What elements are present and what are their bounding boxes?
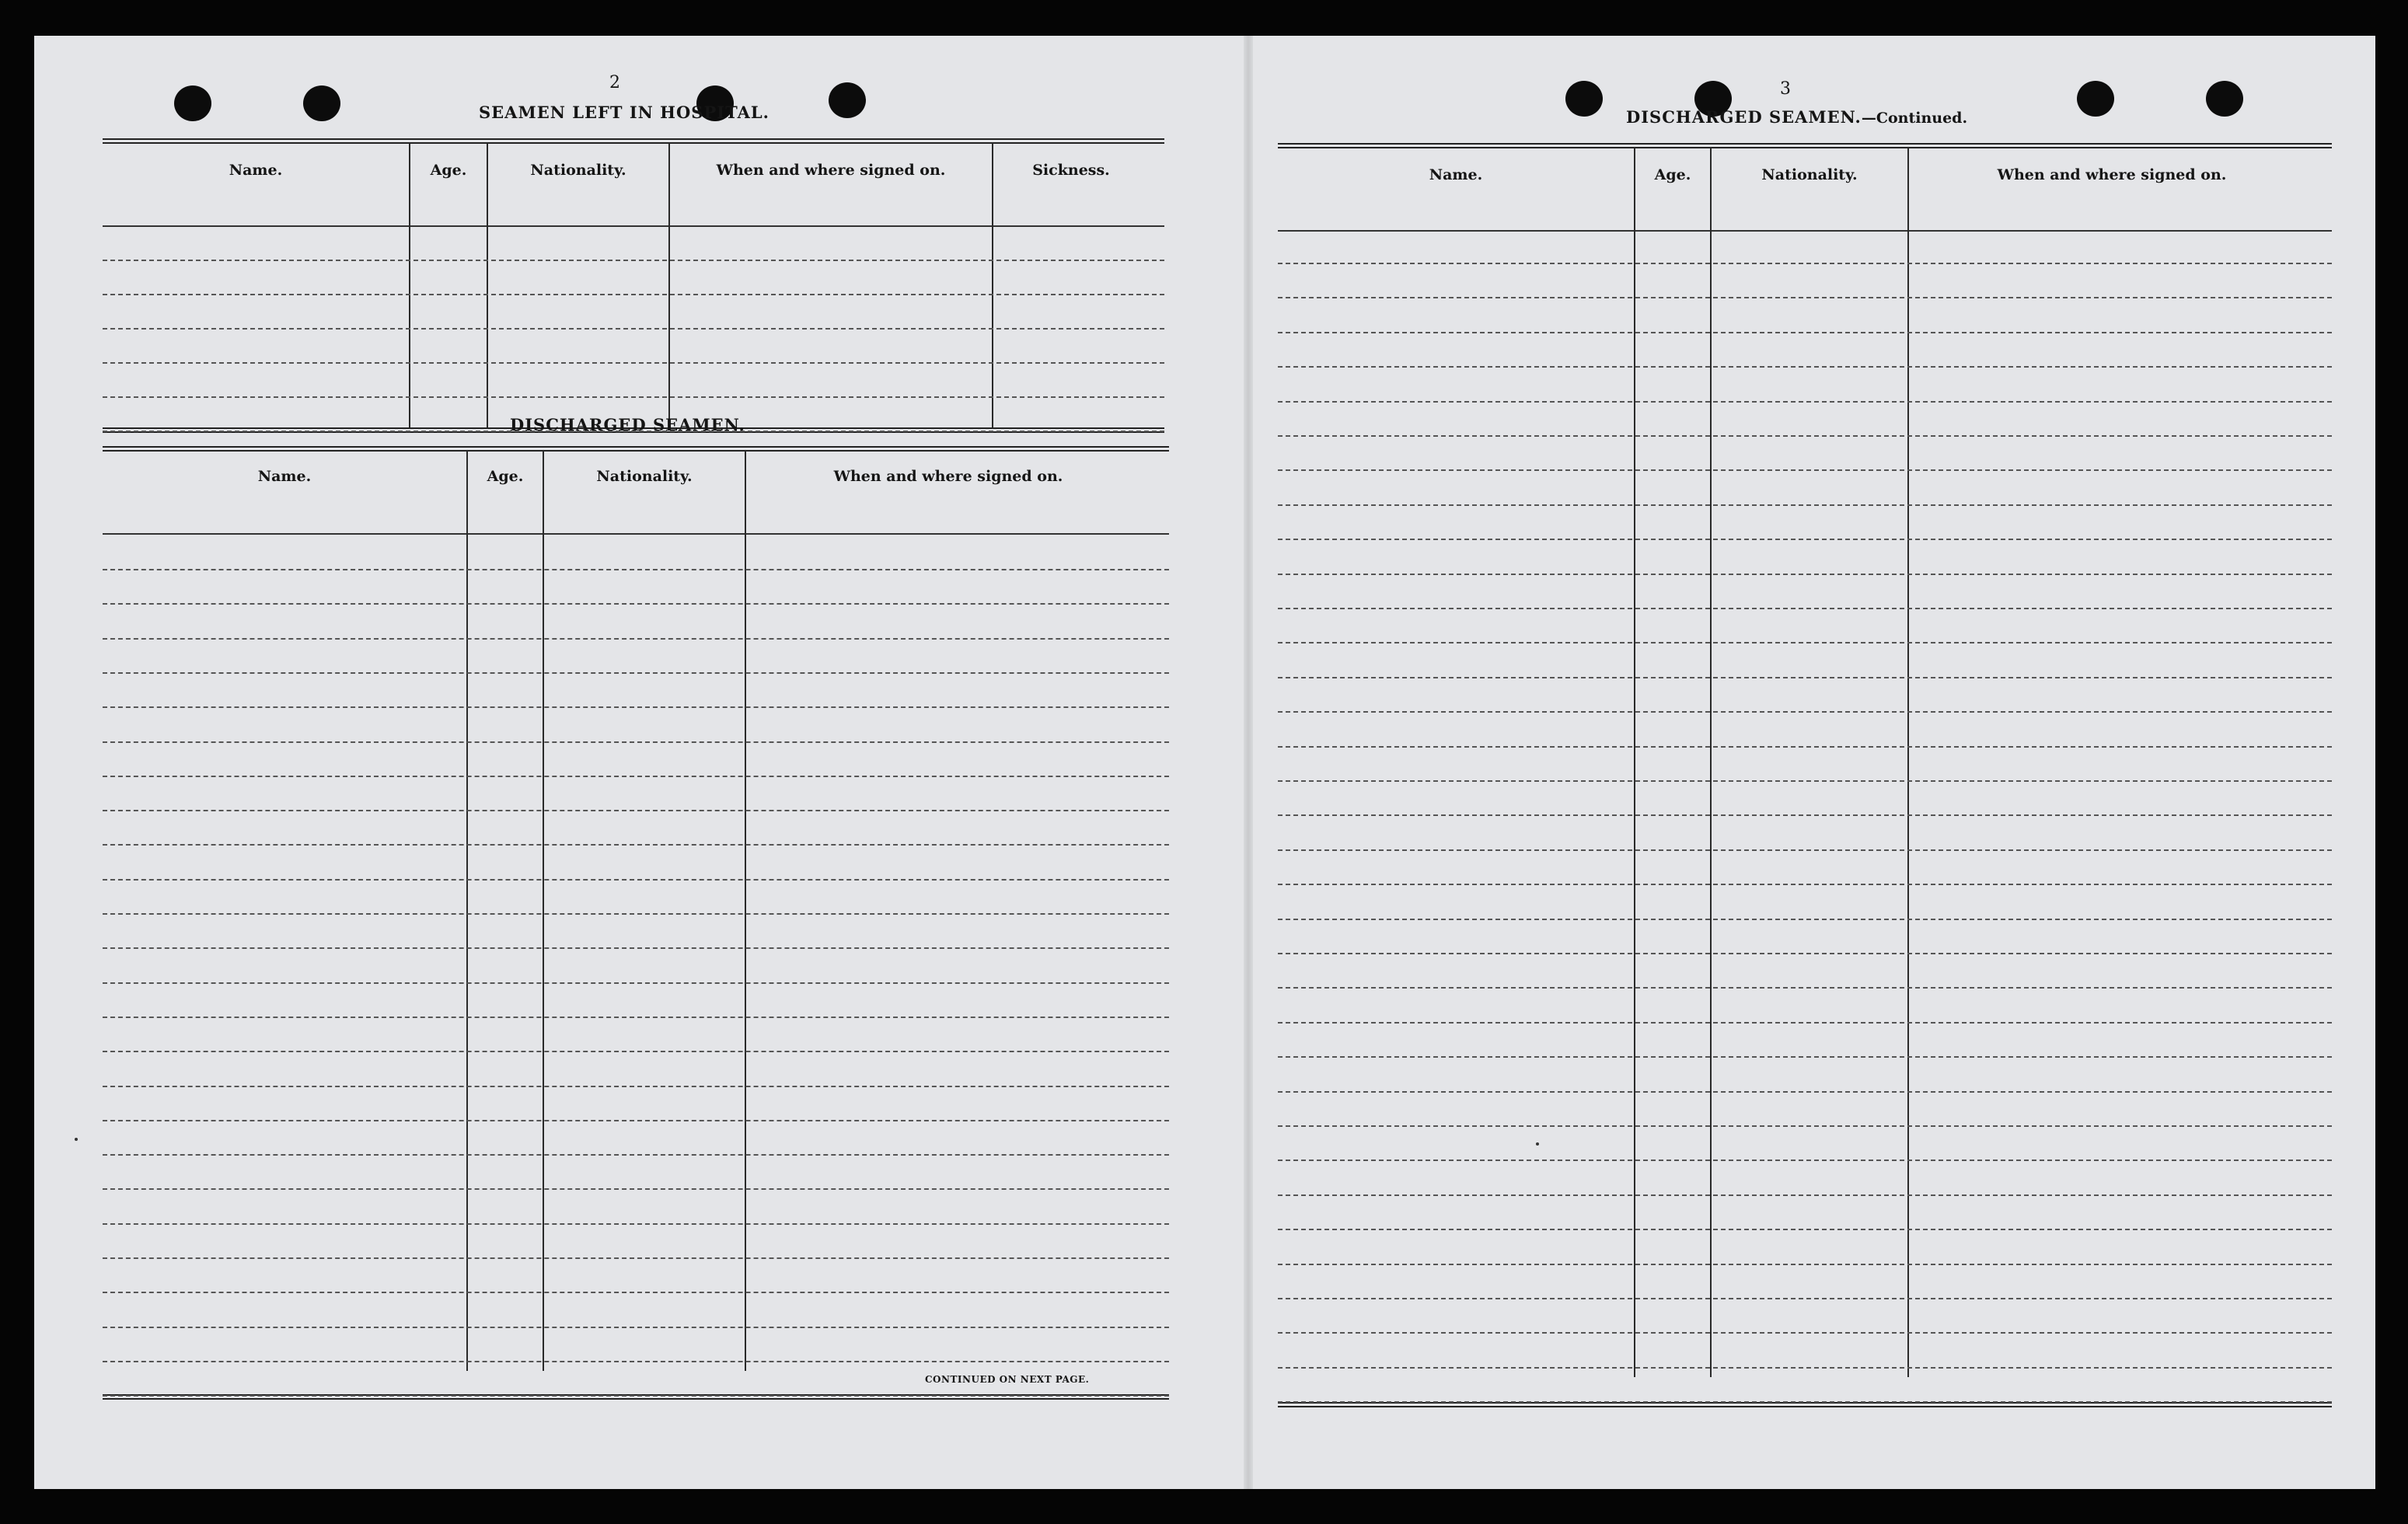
- column-divider: [466, 451, 468, 1371]
- table-row: [103, 776, 1169, 777]
- header-underline: [1278, 230, 2332, 232]
- column-divider: [745, 451, 746, 1371]
- table-row: [103, 328, 1164, 330]
- table-row: [1278, 849, 2332, 851]
- table-row: [103, 260, 1164, 261]
- table-row: [1278, 780, 2332, 782]
- column-header-age: Age.: [487, 468, 524, 485]
- column-header-nationality: Nationality.: [1761, 166, 1858, 183]
- table-row: [1278, 711, 2332, 713]
- table-row: [1278, 263, 2332, 264]
- discharged-section-title: DISCHARGED SEAMEN.: [510, 415, 745, 434]
- table-row: [1278, 539, 2332, 540]
- discharged-continued-title: [1626, 107, 1967, 127]
- table-row: [103, 1120, 1169, 1121]
- table-row: [1278, 814, 2332, 816]
- table-row: [1278, 746, 2332, 748]
- discharged-table: [103, 446, 1169, 1407]
- punch-hole: [829, 82, 866, 118]
- section-title-suffix: —Continued.: [1861, 110, 1968, 127]
- table-row: [103, 879, 1169, 881]
- table-row: [1278, 332, 2332, 333]
- column-divider: [543, 451, 544, 1371]
- table-row: [103, 706, 1169, 708]
- table-row: [103, 603, 1169, 605]
- table-row: [1278, 642, 2332, 643]
- discharged-continued-table: [1278, 143, 2332, 1414]
- table-row: [103, 1327, 1169, 1328]
- speck: [75, 1138, 78, 1141]
- table-row: [1278, 1056, 2332, 1058]
- punch-hole: [2206, 81, 2243, 117]
- table-row: [103, 294, 1164, 295]
- column-header-name: Name.: [257, 468, 312, 485]
- column-header-signed-on: When and where signed on.: [716, 162, 946, 179]
- page-fold: [1244, 36, 1253, 1489]
- table-row: [103, 982, 1169, 984]
- table-row: [103, 1051, 1169, 1052]
- table-row: [1278, 1367, 2332, 1369]
- column-divider: [409, 143, 410, 427]
- table-row: [1278, 435, 2332, 437]
- table-row: [103, 1361, 1169, 1362]
- table-row: [1278, 1194, 2332, 1196]
- table-row: [1278, 1264, 2332, 1265]
- speck: [1536, 1142, 1539, 1146]
- table-row: [1278, 401, 2332, 403]
- table-top-rule: [1278, 143, 2332, 148]
- punch-hole: [174, 85, 211, 121]
- table-row: [103, 1188, 1169, 1190]
- section-title-text: DISCHARGED SEAMEN.: [1626, 107, 1862, 127]
- table-row: [103, 810, 1169, 811]
- column-header-signed-on: When and where signed on.: [1997, 166, 2227, 183]
- table-row: [1278, 504, 2332, 506]
- table-row: [1278, 1401, 2332, 1403]
- table-row: [103, 1292, 1169, 1293]
- table-row: [1278, 1091, 2332, 1093]
- column-header-name: Name.: [1429, 166, 1483, 183]
- table-row: [1278, 1125, 2332, 1127]
- column-divider: [487, 143, 488, 427]
- column-divider: [668, 143, 670, 427]
- table-row: [1278, 1229, 2332, 1230]
- table-row: [1278, 953, 2332, 954]
- punch-hole: [303, 85, 340, 121]
- page-number: 3: [1780, 79, 1791, 99]
- column-header-name: Name.: [229, 162, 283, 179]
- table-row: [1278, 1160, 2332, 1161]
- header-underline: [103, 533, 1169, 535]
- table-row: [1278, 297, 2332, 298]
- column-header-nationality: Nationality.: [596, 468, 693, 485]
- table-row: [1278, 919, 2332, 920]
- page-number: 2: [609, 73, 620, 92]
- table-top-rule: [103, 446, 1169, 452]
- column-header-age: Age.: [1654, 166, 1691, 183]
- hospital-table: [103, 138, 1164, 440]
- column-header-nationality: Nationality.: [530, 162, 626, 179]
- table-row: [103, 947, 1169, 949]
- table-row: [103, 672, 1169, 674]
- table-top-rule: [103, 138, 1164, 144]
- table-row: [103, 844, 1169, 846]
- table-row: [1278, 987, 2332, 989]
- column-header-age: Age.: [430, 162, 467, 179]
- table-row: [103, 638, 1169, 640]
- column-header-sickness: Sickness.: [1032, 162, 1110, 179]
- table-row: [1278, 469, 2332, 471]
- table-row: [103, 1257, 1169, 1259]
- table-row: [1278, 1298, 2332, 1299]
- table-row: [103, 913, 1169, 915]
- table-row: [1278, 574, 2332, 575]
- punch-hole: [1565, 81, 1603, 117]
- table-row: [103, 741, 1169, 743]
- table-row: [103, 1017, 1169, 1018]
- table-row: [1278, 1022, 2332, 1024]
- ledger-sheet: [34, 36, 2375, 1489]
- table-row: [103, 1086, 1169, 1087]
- continued-note: CONTINUED ON NEXT PAGE.: [925, 1374, 1090, 1385]
- table-row: [1278, 608, 2332, 609]
- table-row: [103, 1223, 1169, 1225]
- hospital-section-title: SEAMEN LEFT IN HOSPITAL.: [479, 103, 770, 122]
- column-divider: [992, 143, 993, 427]
- table-row: [1278, 1332, 2332, 1334]
- table-row: [1278, 677, 2332, 678]
- header-underline: [103, 225, 1164, 227]
- table-row: [1278, 366, 2332, 368]
- table-row: [103, 569, 1169, 570]
- column-header-signed-on: When and where signed on.: [833, 468, 1063, 485]
- table-row: [103, 362, 1164, 364]
- table-row: [103, 1395, 1169, 1397]
- table-row: [103, 396, 1164, 398]
- punch-hole: [2077, 81, 2114, 117]
- table-row: [103, 1154, 1169, 1156]
- table-row: [1278, 884, 2332, 885]
